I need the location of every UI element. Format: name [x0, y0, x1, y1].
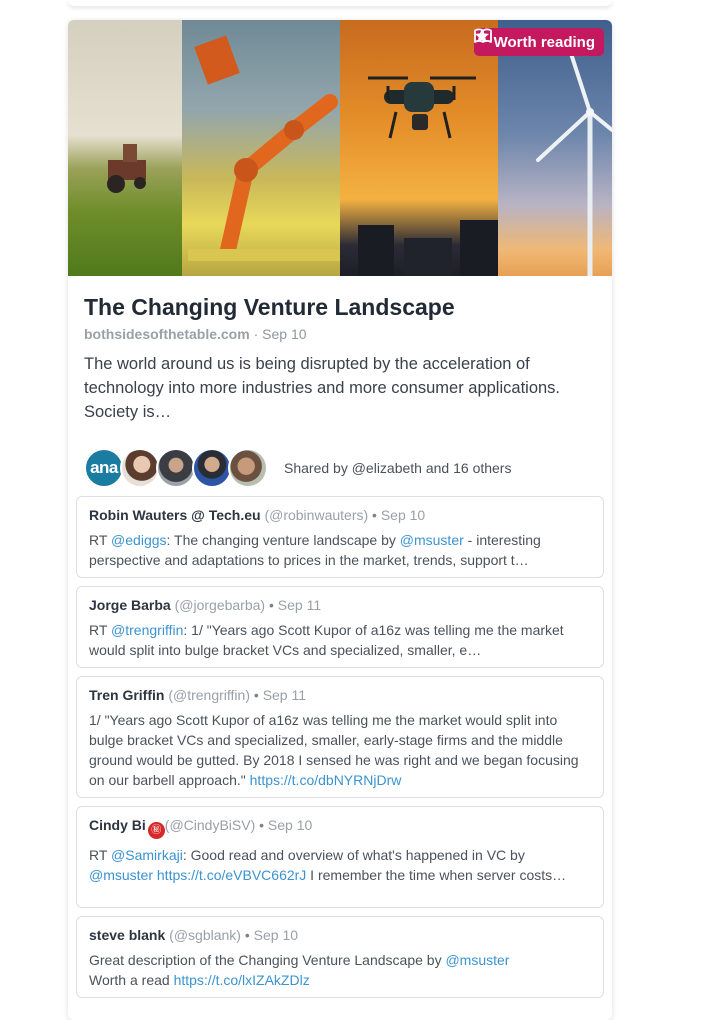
avatar[interactable]: [192, 448, 232, 488]
tweet-date[interactable]: Sep 10: [253, 927, 299, 943]
tweet-text-segment: RT: [89, 847, 112, 863]
tweet-header: [89, 686, 591, 704]
article-card[interactable]: [68, 20, 612, 1020]
tweet-card[interactable]: [76, 496, 604, 578]
tweet-link[interactable]: @ediggs: [111, 532, 167, 548]
tweet-author-name[interactable]: Jorge Barba: [89, 597, 171, 613]
tweet-separator: •: [368, 507, 381, 523]
tweet-author-name[interactable]: Cindy Bi: [89, 817, 146, 833]
tweet-author-handle[interactable]: (@trengriffin): [168, 687, 250, 703]
avatar[interactable]: [156, 448, 196, 488]
avatar-initials: ana: [90, 458, 118, 477]
tweet-date[interactable]: Sep 11: [277, 597, 322, 613]
tweet-author-name[interactable]: Tren Griffin: [89, 687, 165, 703]
meta-separator: ·: [249, 326, 263, 342]
tweet-text-segment: : Good read and overview of what's happened in VC by: [182, 847, 525, 863]
tweet-header: [89, 506, 591, 524]
hero-illustration: [68, 20, 612, 276]
article-description: The world around us is being disrupted by the acceleration of technology into more industries and more consumer applications. Society is…: [84, 355, 561, 421]
tweet-author-handle[interactable]: (@CindyBiSV): [164, 817, 256, 833]
tweet-separator: •: [240, 927, 254, 943]
tweet-card[interactable]: [76, 676, 604, 798]
tweet-header: [89, 926, 591, 944]
tweet-author-name[interactable]: steve blank: [89, 927, 166, 943]
tweet-text-segment: - interesting perspective and adaptations to prices in the market, trends, support t…: [89, 532, 541, 568]
badge-label: Worth reading: [493, 33, 595, 51]
article-date: Sep 10: [262, 326, 307, 342]
tweet-date[interactable]: Sep 10: [380, 507, 426, 523]
tweet-separator: •: [255, 817, 268, 833]
tweet-link[interactable]: https://t.co/eVBVC662rJ: [156, 867, 307, 883]
tweet-text: [89, 530, 591, 570]
tweet-link[interactable]: https://t.co/lxIZAkZDlz: [173, 972, 310, 988]
tweet-text: [89, 620, 591, 660]
tweet-link[interactable]: @msuster: [399, 532, 464, 548]
tweet-link[interactable]: @Samirkaji: [111, 847, 183, 863]
tweet-text: [89, 950, 591, 990]
avatar[interactable]: [84, 448, 124, 488]
article-meta: [84, 326, 307, 342]
shared-by-text[interactable]: Shared by @elizabeth and 16 others: [284, 460, 512, 476]
tweet-text-segment: Worth a read: [89, 972, 174, 988]
tweet-text: [89, 845, 591, 885]
tweet-text-segment: : 1/ "Years ago Scott Kupor of a16z was telling me the market would split into bulge bracket VCs and specialized, smaller, e…: [89, 622, 564, 658]
avatar[interactable]: [228, 448, 268, 488]
tweet-author-handle[interactable]: (@robinwauters): [264, 507, 369, 523]
tweet-link[interactable]: @trengriffin: [111, 622, 184, 638]
tweet-link[interactable]: @msuster: [445, 952, 510, 968]
tweet-author-handle[interactable]: (@jorgebarba): [174, 597, 266, 613]
tweet-card[interactable]: [76, 916, 604, 998]
tweet-text-segment: RT: [89, 532, 112, 548]
tweet-text-segment: Great description of the Changing Venture Landscape by: [89, 952, 446, 968]
previous-card-edge: [68, 0, 612, 6]
tweet-header: [89, 596, 591, 614]
tweet-card[interactable]: [76, 806, 604, 908]
tweet-card[interactable]: [76, 586, 604, 668]
article-hero-image[interactable]: [68, 20, 612, 276]
avatar[interactable]: [120, 448, 160, 488]
tweet-text-segment: I remember the time when server costs…: [306, 867, 567, 883]
article-title[interactable]: The Changing Venture Landscape: [84, 294, 455, 320]
tweet-text-segment: : The changing venture landscape by: [166, 532, 400, 548]
tweet-author-handle[interactable]: (@sgblank): [169, 927, 241, 943]
tweet-author-name[interactable]: Robin Wauters @ Tech.eu: [89, 507, 261, 523]
tweet-text-segment: 1/ "Years ago Scott Kupor of a16z was telling me the market would split into bulge bracket VCs and specialized, smaller, early-stage firms and the middle ground would be gutted. By 2018 I sensed he was right and we began focusing on our barbell approach.": [89, 712, 579, 788]
worth-reading-badge[interactable]: [474, 28, 604, 56]
tweet-separator: •: [265, 597, 278, 613]
tweet-link[interactable]: @msuster: [89, 867, 153, 883]
tweet-date[interactable]: Sep 10: [267, 817, 313, 833]
tweet-separator: •: [250, 687, 263, 703]
tweet-header: [89, 816, 591, 839]
tweet-link[interactable]: https://t.co/dbNYRNjDrw: [249, 772, 402, 788]
article-domain[interactable]: bothsidesofthetable.com: [84, 326, 250, 342]
sharer-avatars[interactable]: [84, 448, 274, 488]
secret-emoji-icon: ㊙: [148, 822, 165, 839]
tweet-text-segment: RT: [89, 622, 112, 638]
tweet-text: [89, 710, 591, 790]
tweet-date[interactable]: Sep 11: [262, 687, 307, 703]
